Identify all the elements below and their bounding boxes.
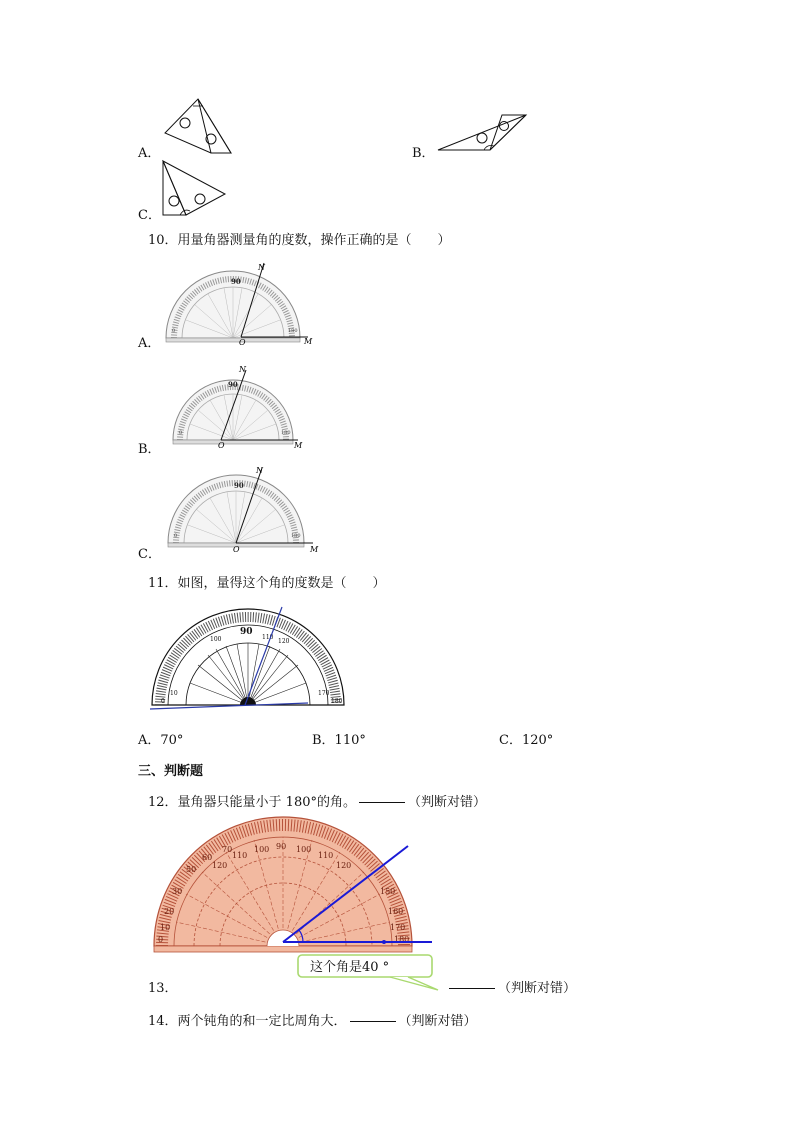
svg-text:180: 180 [394, 935, 410, 944]
svg-text:120: 120 [336, 861, 352, 870]
q10-option-b[interactable] [138, 362, 338, 457]
svg-text:70: 70 [222, 845, 233, 854]
svg-text:0: 0 [179, 430, 183, 436]
svg-text:10: 10 [160, 923, 171, 932]
q11-option-a[interactable]: A．70° [138, 733, 184, 748]
svg-text:N: N [256, 466, 263, 475]
section-title-judgment: 三、判断题 [138, 764, 204, 779]
q9-option-c-label: C． [138, 208, 161, 223]
svg-text:60: 60 [202, 853, 213, 862]
svg-text:90: 90 [276, 842, 287, 851]
svg-text:0: 0 [174, 533, 178, 539]
svg-text:N: N [239, 365, 246, 374]
q10-stem: 10．用量角器测量角的度数，操作正确的是（ ） [148, 233, 451, 248]
svg-text:M: M [310, 545, 319, 554]
q9-option-c[interactable] [138, 158, 238, 223]
q14-suffix: （判断对错） [398, 1014, 477, 1029]
q10-option-a-label: A． [138, 336, 161, 351]
q10-option-c-protractor [138, 463, 338, 563]
svg-text:10: 10 [170, 690, 178, 697]
q12-suffix: （判断对错） [408, 795, 487, 810]
q9-option-b[interactable] [412, 110, 542, 160]
svg-text:120: 120 [278, 638, 290, 645]
q11-protractor-figure [150, 603, 350, 713]
q12-line [148, 791, 486, 810]
q14-answer-blank[interactable] [350, 1021, 396, 1022]
q12-answer-blank[interactable] [359, 802, 405, 803]
svg-text:110: 110 [232, 851, 248, 860]
svg-text:100: 100 [210, 636, 222, 643]
svg-text:120: 120 [212, 861, 228, 870]
q13-callout-text: 这个角是40 ° [310, 960, 390, 975]
svg-text:90: 90 [231, 277, 241, 286]
q12-stem: 12．量角器只能量小于 180°的角。 [148, 795, 356, 810]
q9-option-b-figure [412, 110, 542, 160]
svg-text:90: 90 [234, 481, 244, 490]
svg-text:150: 150 [380, 887, 396, 896]
svg-text:0: 0 [172, 328, 176, 334]
svg-text:100: 100 [254, 845, 270, 854]
svg-text:110: 110 [318, 851, 334, 860]
svg-text:170: 170 [390, 923, 406, 932]
q11-option-c[interactable]: C．120° [499, 733, 554, 748]
q13-suffix: （判断对错） [498, 981, 577, 996]
svg-text:90: 90 [240, 627, 253, 637]
svg-text:90: 90 [228, 380, 238, 389]
svg-text:O: O [218, 441, 225, 450]
svg-text:M: M [294, 441, 303, 450]
q9-option-a[interactable] [138, 96, 248, 161]
q9-option-b-label: B． [412, 146, 435, 161]
q10-option-c[interactable] [138, 463, 338, 563]
q13-protractor-figure [150, 822, 440, 982]
svg-text:100: 100 [296, 845, 312, 854]
q10-option-b-label: B． [138, 442, 161, 457]
svg-text:180: 180 [281, 430, 291, 436]
svg-text:170: 170 [318, 690, 330, 697]
svg-text:180: 180 [288, 328, 298, 334]
q10-option-a[interactable] [138, 258, 338, 353]
svg-text:180: 180 [291, 533, 301, 539]
q11-stem: 11．如图，量得这个角的度数是（ ） [148, 576, 386, 591]
q9-option-a-figure [138, 96, 248, 158]
svg-text:O: O [239, 338, 246, 347]
q9-option-a-label: A． [138, 146, 161, 161]
q11-option-b[interactable]: B．110° [312, 733, 366, 748]
svg-text:30: 30 [172, 887, 183, 896]
svg-text:180: 180 [331, 698, 343, 705]
q10-option-a-protractor [138, 258, 338, 353]
q13-number: 13． [148, 981, 178, 996]
svg-text:0: 0 [158, 935, 164, 944]
q10-option-b-protractor [138, 362, 338, 457]
q10-option-c-label: C． [138, 547, 161, 562]
q10a-n: N [258, 263, 265, 272]
svg-text:M: M [304, 337, 313, 346]
q14-stem: 14．两个钝角的和一定比周角大． [148, 1014, 347, 1029]
svg-text:110: 110 [262, 634, 274, 641]
svg-text:0: 0 [161, 698, 165, 705]
q14-line [148, 1010, 477, 1029]
q9-option-c-figure [138, 158, 238, 220]
svg-text:50: 50 [186, 865, 197, 874]
svg-text:20: 20 [164, 907, 175, 916]
q13-answer-line [446, 977, 576, 996]
svg-text:160: 160 [388, 907, 404, 916]
svg-text:O: O [233, 545, 240, 554]
q13-answer-blank[interactable] [449, 988, 495, 989]
